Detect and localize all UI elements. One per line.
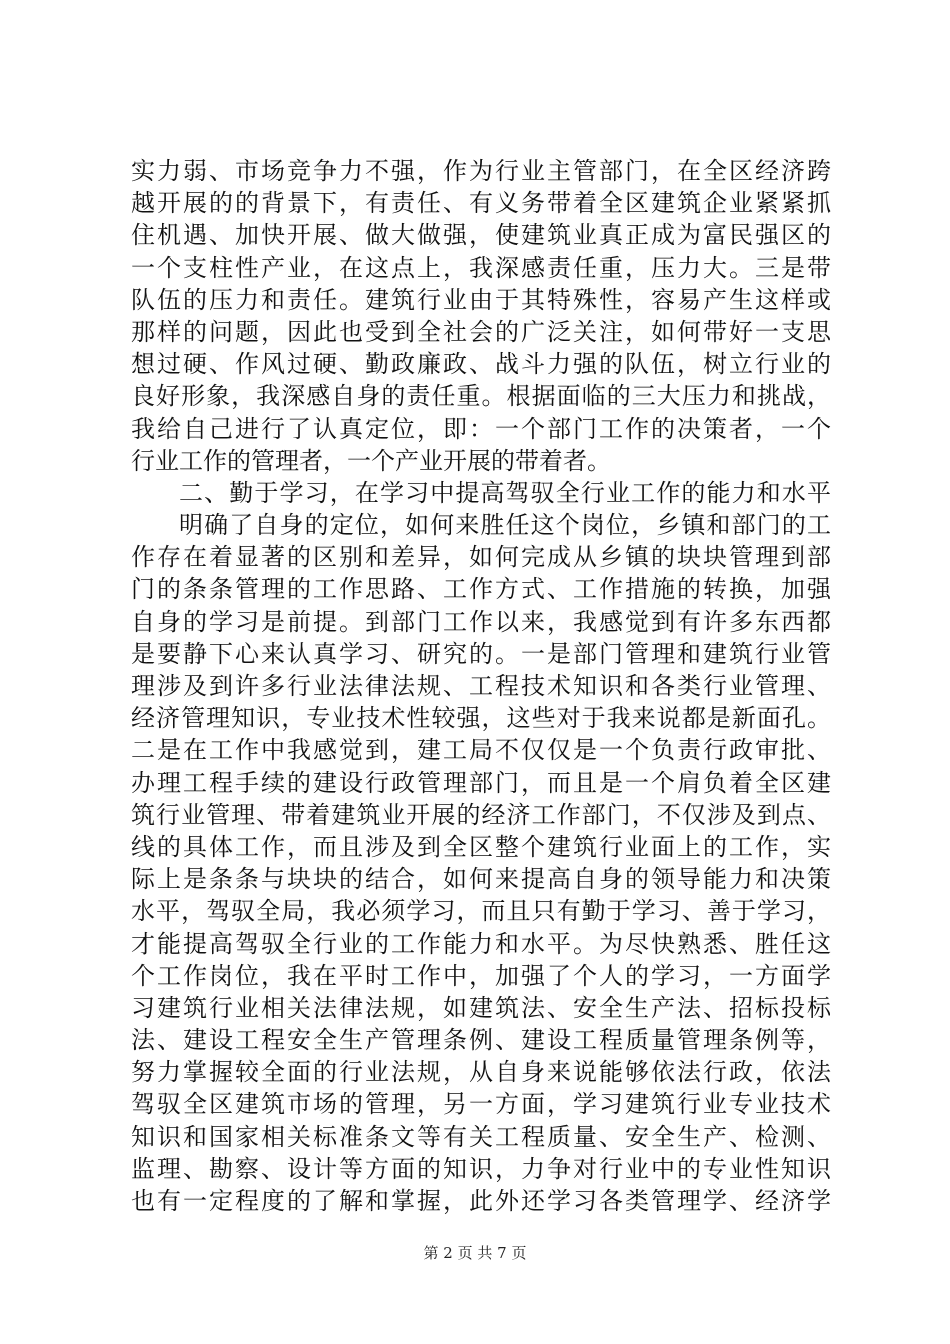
section-heading: 二、勤于学习，在学习中提高驾驭全行业工作的能力和水平 xyxy=(179,478,831,507)
text-line: 越开展的的背景下，有责任、有义务带着全区建筑企业紧紧抓 xyxy=(131,189,831,218)
text-line: 线的具体工作，而且涉及到全区整个建筑行业面上的工作，实 xyxy=(131,832,831,861)
text-line: 作存在着显著的区别和差异，如何完成从乡镇的块块管理到部 xyxy=(131,543,831,572)
text-line: 驾驭全区建筑市场的管理，另一方面，学习建筑行业专业技术 xyxy=(131,1090,831,1119)
text-line: 一个支柱性产业，在这点上，我深感责任重，压力大。三是带 xyxy=(131,253,831,282)
text-line: 良好形象，我深感自身的责任重。根据面临的三大压力和挑战， xyxy=(131,382,831,411)
text-line: 自身的学习是前提。到部门工作以来，我感觉到有许多东西都 xyxy=(131,607,831,636)
text-line: 明确了自身的定位，如何来胜任这个岗位，乡镇和部门的工 xyxy=(179,511,831,540)
page-number-footer: 第 2 页 共 7 页 xyxy=(423,1244,527,1262)
text-line: 也有一定程度的了解和掌握，此外还学习各类管理学、经济学 xyxy=(131,1187,831,1215)
text-line: 实力弱、市场竞争力不强，作为行业主管部门，在全区经济跨 xyxy=(131,157,831,185)
text-line: 知识和国家相关标准条文等有关工程质量、安全生产、检测、 xyxy=(131,1122,831,1151)
text-line: 队伍的压力和责任。建筑行业由于其特殊性，容易产生这样或 xyxy=(131,285,831,314)
text-line: 是要静下心来认真学习、研究的。一是部门管理和建筑行业管 xyxy=(131,639,831,668)
text-line: 我给自己进行了认真定位，即：一个部门工作的决策者，一个 xyxy=(131,414,831,443)
text-line: 住机遇、加快开展、做大做强，使建筑业真正成为富民强区的 xyxy=(131,221,831,250)
text-line: 二是在工作中我感觉到，建工局不仅仅是一个负责行政审批、 xyxy=(131,736,831,765)
text-line: 想过硬、作风过硬、勤政廉政、战斗力强的队伍，树立行业的 xyxy=(131,350,831,379)
text-line: 办理工程手续的建设行政管理部门，而且是一个肩负着全区建 xyxy=(131,768,831,797)
text-line: 法、建设工程安全生产管理条例、建设工程质量管理条例等， xyxy=(131,1026,831,1055)
text-line: 个工作岗位，我在平时工作中，加强了个人的学习，一方面学 xyxy=(131,961,831,990)
text-line: 行业工作的管理者，一个产业开展的带着者。 xyxy=(131,446,611,475)
text-line: 经济管理知识，专业技术性较强，这些对于我来说都是新面孔。 xyxy=(131,704,831,733)
text-line: 门的条条管理的工作思路、工作方式、工作措施的转换，加强 xyxy=(131,575,831,604)
text-line: 监理、勘察、设计等方面的知识，力争对行业中的专业性知识 xyxy=(131,1154,831,1183)
text-line: 努力掌握较全面的行业法规，从自身来说能够依法行政，依法 xyxy=(131,1058,831,1087)
text-line: 才能提高驾驭全行业的工作能力和水平。为尽快熟悉、胜任这 xyxy=(131,929,831,958)
text-line: 水平，驾驭全局，我必须学习，而且只有勤于学习、善于学习， xyxy=(131,897,831,926)
text-line: 际上是条条与块块的结合，如何来提高自身的领导能力和决策 xyxy=(131,865,831,894)
text-line: 理涉及到许多行业法律法规、工程技术知识和各类行业管理、 xyxy=(131,672,831,700)
text-line: 习建筑行业相关法律法规，如建筑法、安全生产法、招标投标 xyxy=(131,993,831,1022)
body-text xyxy=(131,155,831,1217)
text-line: 筑行业管理、带着建筑业开展的经济工作部门，不仅涉及到点、 xyxy=(131,800,831,829)
text-line: 那样的问题，因此也受到全社会的广泛关注，如何带好一支思 xyxy=(131,317,831,346)
